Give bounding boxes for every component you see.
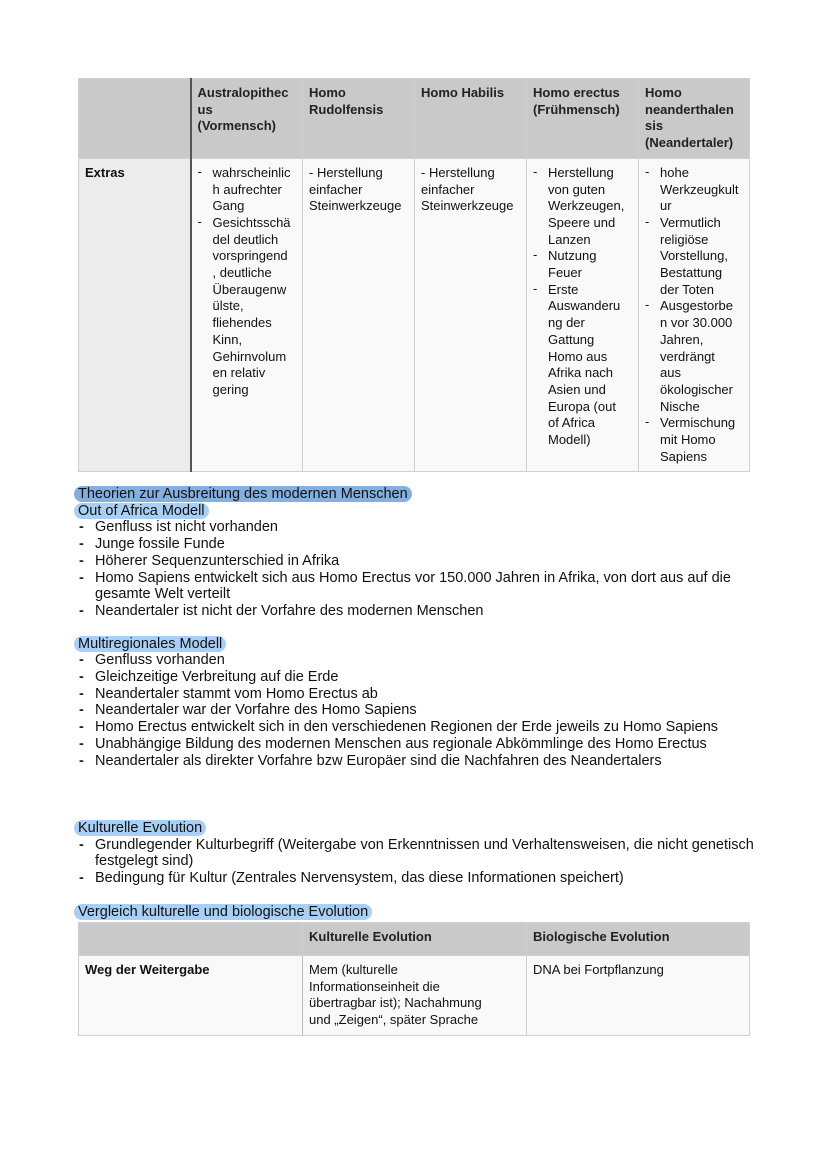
theories-section	[78, 486, 768, 769]
list-item: - Homo Erectus entwickelt sich in den verschiedenen Regionen der Erde jeweils zu Homo Sapiens	[78, 719, 768, 736]
header-biological: Biologische Evolution	[527, 923, 750, 956]
list-item: - Erste Auswanderu ng der Gattung Homo aus Afrika nach Asien und Europa (out of Africa Modell)	[533, 282, 632, 449]
list-item: - Junge fossile Funde	[78, 536, 768, 553]
header-erectus: Homo erectus (Frühmensch)	[527, 79, 639, 159]
cell-habilis: - Herstellung einfacher Steinwerkzeuge	[415, 158, 527, 472]
multi-list	[78, 652, 768, 769]
ooa-list	[78, 519, 768, 619]
list-item: - Unabhängige Bildung des modernen Menschen aus regionale Abkömmlinge des Homo Erectus	[78, 736, 768, 753]
ooa-title: Out of Africa Modell	[74, 503, 209, 519]
list-item: - Neandertaler ist nicht der Vorfahre des modernen Menschen	[78, 603, 768, 620]
list-item: - Grundlegender Kulturbegriff (Weitergabe von Erkenntnissen und Verhaltensweisen, die nicht genetisch festgelegt sind)	[78, 837, 768, 870]
header-empty	[79, 923, 303, 956]
comparison-table	[78, 922, 750, 1036]
header-rudolfensis: Homo Rudolfensis	[303, 79, 415, 159]
list-item: - Genfluss ist nicht vorhanden	[78, 519, 768, 536]
culture-title: Kulturelle Evolution	[74, 820, 206, 836]
cell-biological: DNA bei Fortpflanzung	[527, 956, 750, 1036]
cell-neanderthalensis	[639, 158, 750, 472]
list-item: - hohe Werkzeugkult ur	[645, 165, 743, 215]
multi-title: Multiregionales Modell	[74, 636, 226, 652]
list-item: - Neandertaler stammt vom Homo Erectus ab	[78, 686, 768, 703]
header-empty	[79, 79, 191, 159]
comparison-title: Vergleich kulturelle und biologische Evolution	[74, 904, 372, 920]
list-item: - Vermutlich religiöse Vorstellung, Bestattung der Toten	[645, 215, 743, 299]
list-item: - Homo Sapiens entwickelt sich aus Homo Erectus vor 150.000 Jahren in Afrika, von dort aus auf die gesamte Welt verteilt	[78, 570, 768, 603]
list-item: - Nutzung Feuer	[533, 248, 632, 281]
row-label-extras: Extras	[79, 158, 191, 472]
header-neanderthalensis: Homo neanderthalen sis (Neandertaler)	[639, 79, 750, 159]
culture-section	[78, 820, 768, 887]
header-cultural: Kulturelle Evolution	[303, 923, 527, 956]
list-item: - Höherer Sequenzunterschied in Afrika	[78, 553, 768, 570]
header-habilis: Homo Habilis	[415, 79, 527, 159]
list-item: - wahrscheinlic h aufrechter Gang	[198, 165, 297, 215]
theories-title: Theorien zur Ausbreitung des modernen Menschen	[74, 486, 412, 502]
list-item: - Genfluss vorhanden	[78, 652, 768, 669]
list-item: - Neandertaler als direkter Vorfahre bzw Europäer sind die Nachfahren des Neandertalers	[78, 753, 768, 770]
cell-rudolfensis: - Herstellung einfacher Steinwerkzeuge	[303, 158, 415, 472]
header-australopithecus: Australopithec us (Vormensch)	[191, 79, 303, 159]
list-item: - Ausgestorbe n vor 30.000 Jahren, verdrängt aus ökologischer Nische	[645, 298, 743, 415]
culture-list	[78, 837, 768, 887]
list-item: - Gleichzeitige Verbreitung auf die Erde	[78, 669, 768, 686]
cell-erectus	[527, 158, 639, 472]
list-item: - Herstellung von guten Werkzeugen, Speere und Lanzen	[533, 165, 632, 249]
comparison-section	[78, 904, 768, 921]
hominid-table	[78, 78, 750, 472]
list-item: - Vermischung mit Homo Sapiens	[645, 415, 743, 465]
row-label-transmission: Weg der Weitergabe	[79, 956, 303, 1036]
cell-australopithecus	[191, 158, 303, 472]
list-item: - Bedingung für Kultur (Zentrales Nervensystem, das diese Informationen speichert)	[78, 870, 768, 887]
cell-cultural: Mem (kulturelle Informationseinheit die übertragbar ist); Nachahmung und „Zeigen“, später Sprache	[303, 956, 527, 1036]
list-item: - Gesichtsschä del deutlich vorspringend , deutliche Überaugenw ülste, fliehendes Kinn, Gehirnvolum en relativ gering	[198, 215, 297, 399]
list-item: - Neandertaler war der Vorfahre des Homo Sapiens	[78, 702, 768, 719]
